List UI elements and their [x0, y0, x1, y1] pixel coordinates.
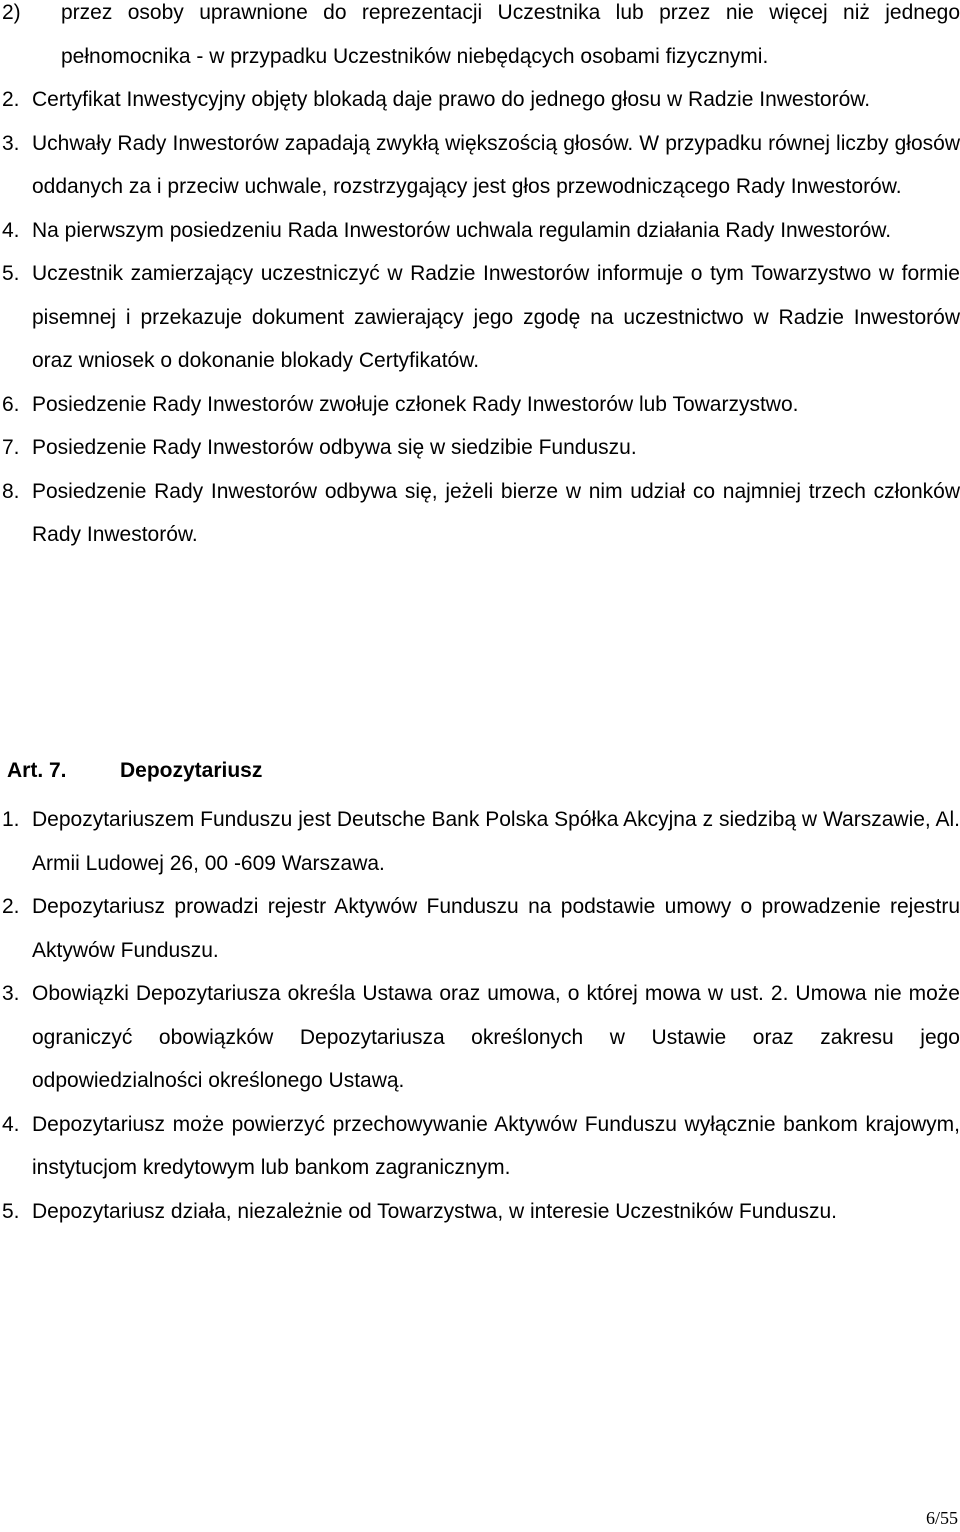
item-text: Posiedzenie Rady Inwestorów odbywa się, jeżeli bierze w nim udział co najmniej trzech członków Rady Inwestorów. — [32, 479, 960, 546]
list-item — [0, 885, 960, 972]
item-text: Depozytariusz działa, niezależnie od Towarzystwa, w interesie Uczestników Funduszu. — [32, 1199, 837, 1223]
page-number: 6/55 — [925, 1508, 958, 1528]
list-item — [0, 209, 960, 253]
list-item — [0, 78, 960, 122]
item-number: 1. — [2, 808, 20, 831]
list-item — [0, 122, 960, 209]
item-number: 3. — [2, 131, 20, 155]
item-number: 4. — [2, 218, 20, 242]
list-item — [0, 0, 960, 78]
list-item — [0, 426, 960, 470]
item-text: Posiedzenie Rady Inwestorów zwołuje członek Rady Inwestorów lub Towarzystwo. — [32, 392, 799, 416]
item-number: 4. — [2, 1112, 20, 1136]
list-item — [0, 1190, 960, 1234]
item-number: 5. — [2, 262, 20, 285]
item-number: 2. — [2, 88, 20, 111]
council-rules-section — [0, 0, 960, 557]
item-text: Uczestnik zamierzający uczestniczyć w Radzie Inwestorów informuje o tym Towarzystwo w formie pisemnej i przekazuje dokument zawierający jego zgodę na uczestnictwo w Radzie Inwestorów oraz wniosek o dokonanie blokady Certyfikatów. — [32, 262, 960, 372]
depositary-section — [0, 798, 960, 1233]
item-number: 2. — [2, 895, 20, 918]
item-number: 6. — [2, 392, 20, 416]
article-title: Depozytariusz — [120, 759, 263, 782]
list-item — [0, 470, 960, 557]
list-item — [0, 252, 960, 383]
item-text: Depozytariuszem Funduszu jest Deutsche Bank Polska Spółka Akcyjna z siedzibą w Warszawie, Al. Armii Ludowej 26, 00 -609 Warszawa. — [32, 808, 960, 875]
item-number: 3. — [2, 982, 20, 1005]
item-number: 5. — [2, 1199, 20, 1223]
list-item — [0, 798, 960, 885]
article-number: Art. 7. — [7, 759, 67, 782]
item-text: Obowiązki Depozytariusza określa Ustawa oraz umowa, o której mowa w ust. 2. Umowa nie może ograniczyć obowiązków Depozytariusza określonych w Ustawie oraz zakresu jego odpowiedzialności określonego Ustawą. — [32, 982, 960, 1092]
item-number: 7. — [2, 436, 20, 459]
item-text: Posiedzenie Rady Inwestorów odbywa się w siedzibie Funduszu. — [32, 436, 637, 459]
list-item — [0, 1103, 960, 1190]
article-heading — [7, 751, 262, 791]
item-text: Certyfikat Inwestycyjny objęty blokadą daje prawo do jednego głosu w Radzie Inwestorów. — [32, 88, 871, 111]
item-text: Depozytariusz może powierzyć przechowywanie Aktywów Funduszu wyłącznie bankom krajowym, instytucjom kredytowym lub bankom zagranicznym. — [32, 1112, 960, 1179]
item-text: Na pierwszym posiedzeniu Rada Inwestorów uchwala regulamin działania Rady Inwestorów. — [32, 218, 892, 242]
item-number: 2) — [2, 1, 21, 24]
item-number: 8. — [2, 479, 20, 503]
list-item — [0, 383, 960, 427]
item-text: przez osoby uprawnione do reprezentacji Uczestnika lub przez nie więcej niż jednego pełnomocnika - w przypadku Uczestników niebędących osobami fizycznymi. — [61, 1, 960, 68]
item-text: Depozytariusz prowadzi rejestr Aktywów Funduszu na podstawie umowy o prowadzenie rejestru Aktywów Funduszu. — [32, 895, 960, 962]
item-text: Uchwały Rady Inwestorów zapadają zwykłą większością głosów. W przypadku równej liczby głosów oddanych za i przeciw uchwale, rozstrzygający jest głos przewodniczącego Rady Inwestorów. — [32, 131, 960, 198]
list-item — [0, 972, 960, 1103]
